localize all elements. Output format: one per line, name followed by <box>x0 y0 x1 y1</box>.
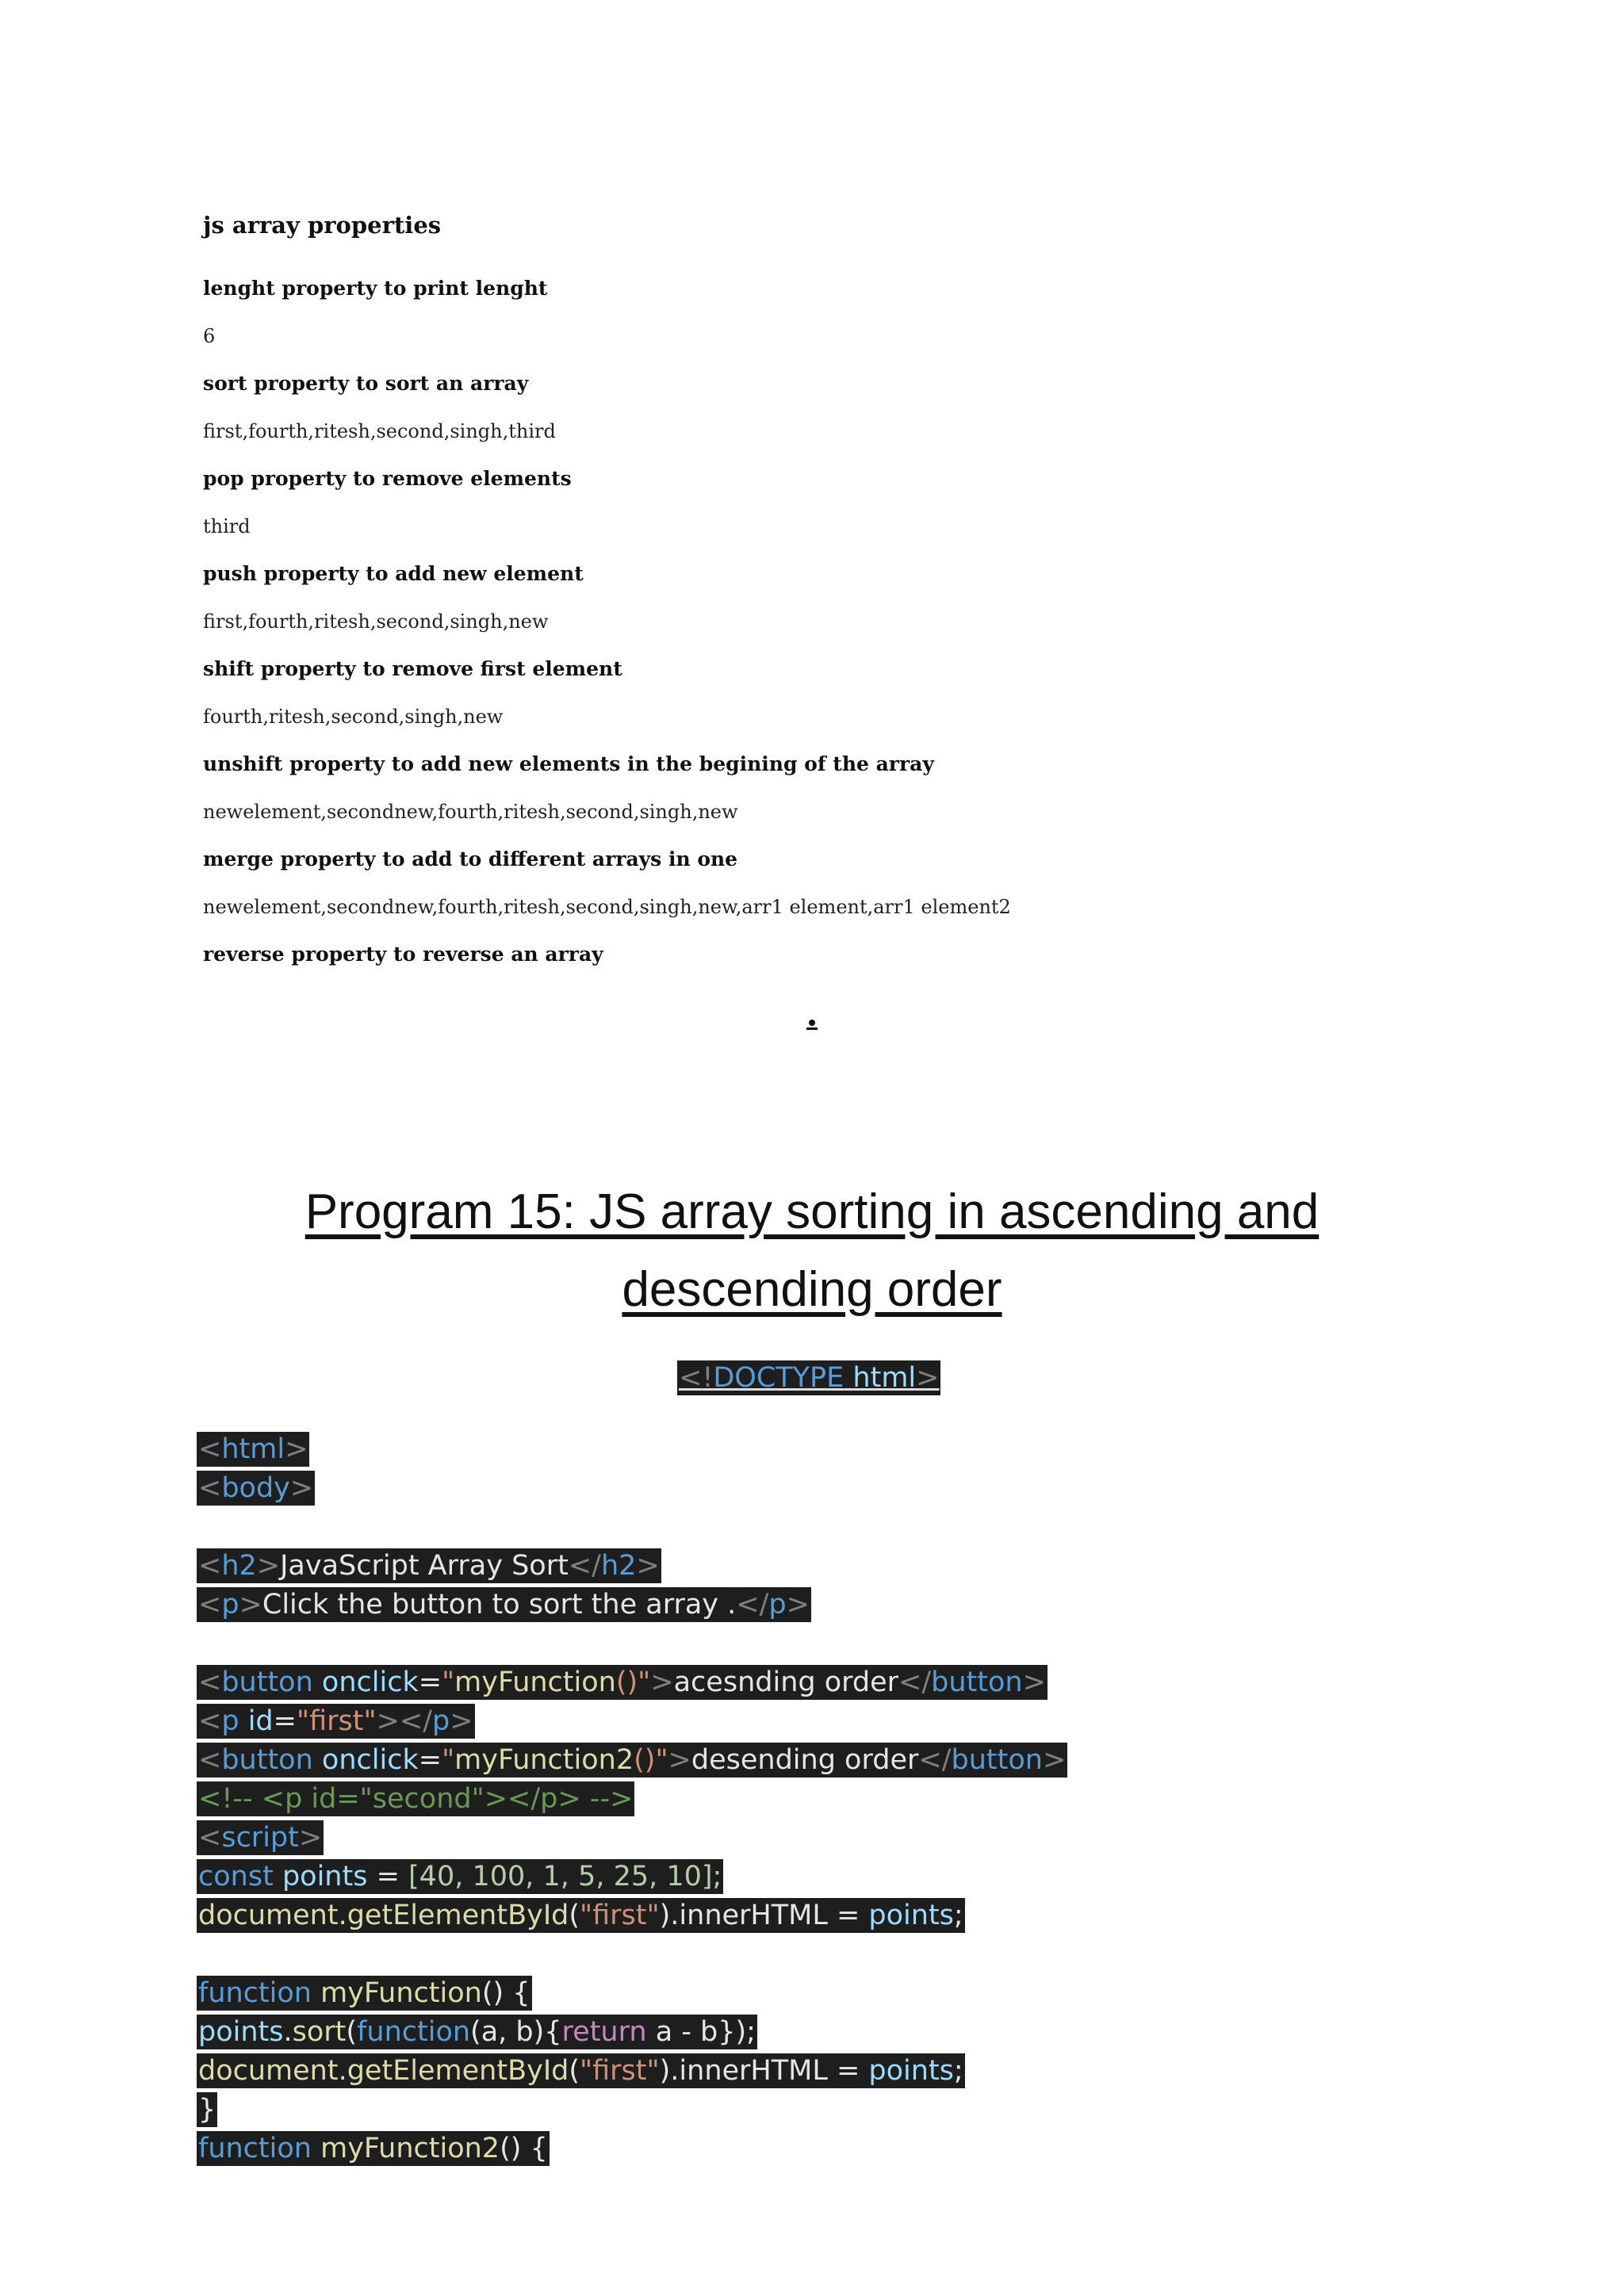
code-line: } <box>198 2094 216 2126</box>
code-line: document.getElementById("first").innerHTML = points; <box>198 2055 963 2087</box>
code-line: <script> <box>198 1822 323 1854</box>
code-line: <p>Click the button to sort the array .</p> <box>198 1589 810 1621</box>
property-heading: shift property to remove first element <box>203 657 622 680</box>
code-line: <p id="first"></p> <box>198 1705 473 1737</box>
array-properties-output <box>203 205 1392 978</box>
code-line: <h2>JavaScript Array Sort</h2> <box>198 1550 660 1582</box>
property-value: first,fourth,ritesh,second,singh,new <box>203 610 549 633</box>
program-heading <box>203 1173 1421 1329</box>
code-line: const points = [40, 100, 1, 5, 25, 10]; <box>198 1861 722 1892</box>
property-value: first,fourth,ritesh,second,singh,third <box>203 420 556 442</box>
property-value: 6 <box>203 325 216 347</box>
code-line: <body> <box>198 1472 314 1504</box>
program-heading-line2: descending order <box>622 1262 1002 1317</box>
properties-title: js array properties <box>203 212 442 239</box>
property-heading: lenght property to print lenght <box>203 277 548 300</box>
bullet-icon <box>806 1020 818 1031</box>
code-doctype: <!DOCTYPE html> <box>679 1362 940 1394</box>
program-heading-line1: Program 15: JS array sorting in ascending and <box>304 1184 1320 1239</box>
code-line: document.getElementById("first").innerHTML = points; <box>198 1900 963 1931</box>
property-heading: reverse property to reverse an array <box>203 943 603 966</box>
code-line: <button onclick="myFunction()">acesnding order</button> <box>198 1667 1046 1698</box>
property-value: third <box>203 515 251 538</box>
code-line: function myFunction() { <box>198 1977 530 2009</box>
property-heading: merge property to add to different arrays in one <box>203 848 738 871</box>
code-line: <!-- <p id="second"></p> --> <box>198 1783 634 1815</box>
property-heading: sort property to sort an array <box>203 372 529 395</box>
code-line: <html> <box>198 1433 308 1465</box>
code-line: <button onclick="myFunction2()">desending order</button> <box>198 1744 1067 1776</box>
property-value: fourth,ritesh,second,singh,new <box>203 706 504 728</box>
property-value: newelement,secondnew,fourth,ritesh,second,singh,new <box>203 801 738 823</box>
code-line: function myFunction2() { <box>198 2133 548 2164</box>
property-heading: push property to add new element <box>203 562 584 585</box>
code-block <box>197 1430 1067 2168</box>
property-heading: unshift property to add new elements in the begining of the array <box>203 752 934 775</box>
property-heading: pop property to remove elements <box>203 467 572 490</box>
code-line: points.sort(function(a, b){return a - b}); <box>198 2016 756 2048</box>
property-value: newelement,secondnew,fourth,ritesh,second,singh,new,arr1 element,arr1 element2 <box>203 896 1011 918</box>
